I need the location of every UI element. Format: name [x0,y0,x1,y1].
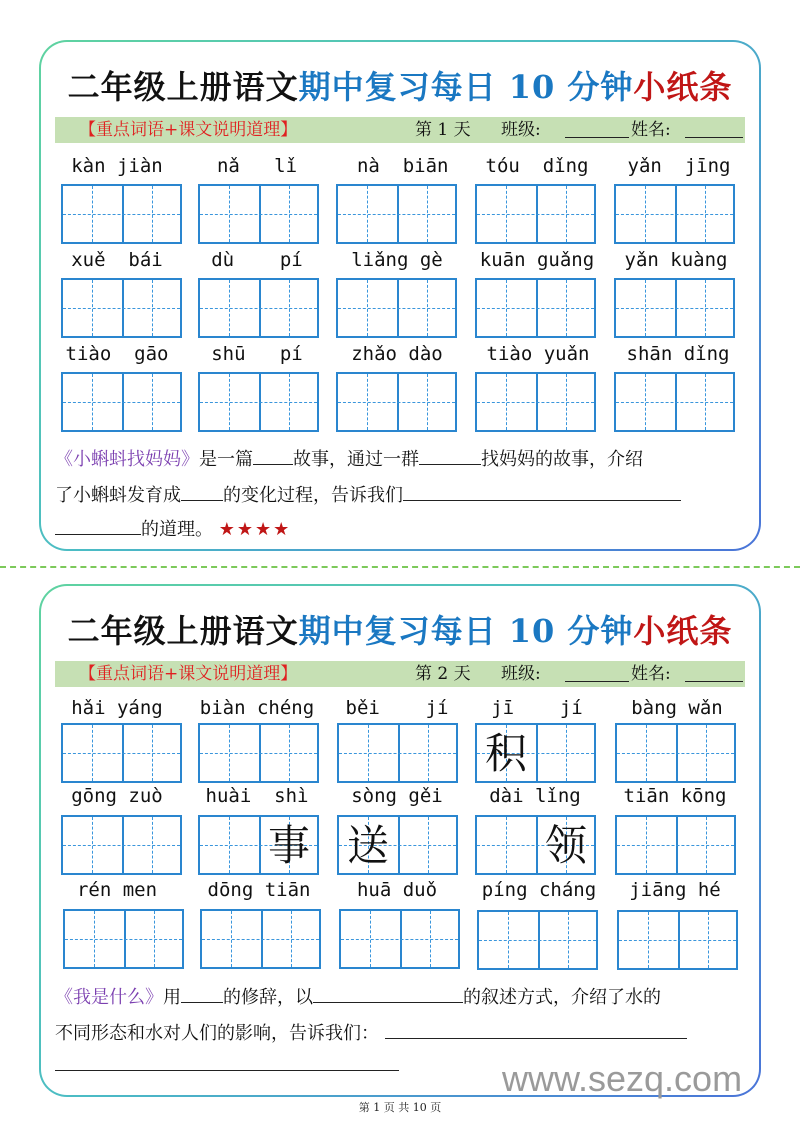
tianzige-writing-box[interactable]: 领 [475,815,596,875]
pinyin-label: rén men [76,879,158,901]
tianzige-writing-box[interactable] [477,910,598,970]
pinyin-label: shān dǐng [626,343,730,365]
tianzige-writing-box[interactable] [475,278,596,338]
lesson-title: 《小蝌蚪找妈妈》 [55,449,199,470]
pinyin-label: tiān kōng [623,785,727,807]
watermark: www.sezq.com [502,1058,743,1099]
fill-in-sentence-line-2: 了小蝌蚪发育成 的变化过程，告诉我们 [55,481,755,507]
name-field[interactable] [685,681,743,682]
day-label: 第 2 天 [415,664,471,684]
answer-blank[interactable] [181,482,223,501]
fill-in-sentence-line-1: 《我是什么》用 的修辞，以 的叙述方式，介绍了水的 [55,983,755,1009]
answer-blank[interactable] [419,446,481,465]
tianzige-writing-box[interactable] [337,723,458,783]
pinyin-label: sòng gěi [351,785,443,807]
tianzige-writing-box[interactable] [615,723,736,783]
class-field[interactable] [565,681,629,682]
tianzige-writing-box[interactable] [198,372,319,432]
answer-blank[interactable] [385,1020,687,1039]
worksheet-title: 二年级上册语文期中复习每日 10 分钟小纸条 [67,612,733,650]
answer-blank[interactable] [55,516,141,535]
tianzige-writing-box[interactable] [336,278,457,338]
name-field[interactable] [685,137,743,138]
tianzige-writing-box[interactable] [339,909,460,969]
pinyin-label: shū pí [211,343,303,365]
pinyin-label: huài shì [205,785,309,807]
worksheet-card-day-2 [39,584,761,1097]
pinyin-label: dōng tiān [207,879,311,901]
pinyin-label: zhǎo dào [351,343,443,365]
tianzige-writing-box[interactable] [336,184,457,244]
tianzige-writing-box[interactable] [614,372,735,432]
tianzige-writing-box[interactable] [198,278,319,338]
tianzige-writing-box[interactable] [614,278,735,338]
tianzige-writing-box[interactable]: 事 [198,815,319,875]
tianzige-writing-box[interactable] [61,184,182,244]
section-banner [55,661,745,687]
pinyin-label: kàn jiàn [71,155,163,177]
fill-in-sentence-line-2: 不同形态和水对人们的影响，告诉我们： [55,1019,755,1045]
pinyin-label: dù pí [211,249,303,271]
section-topic: 【重点词语+课文说明道理】 [79,664,298,684]
pinyin-label: huā duǒ [356,879,438,901]
tianzige-writing-box[interactable] [614,184,735,244]
tianzige-writing-box[interactable] [475,184,596,244]
pinyin-label: bàng wǎn [631,697,723,719]
pinyin-label: kuān guǎng [479,249,595,271]
class-label: 班级: [501,664,541,684]
tianzige-writing-box[interactable]: 送 [337,815,458,875]
pinyin-label: tóu dǐng [485,155,589,177]
answer-blank[interactable] [403,482,681,501]
cut-line-divider [0,566,800,568]
page-footer: 第 1 页 共 10 页 [358,1101,442,1114]
pinyin-label: běi jí [345,697,449,719]
day-label: 第 1 天 [415,120,471,140]
difficulty-stars: ★★★★ [218,519,292,540]
tianzige-writing-box[interactable] [61,372,182,432]
answer-blank[interactable] [313,984,463,1003]
fill-in-sentence-line-1: 《小蝌蚪找妈妈》是一篇 故事，通过一群 找妈妈的故事，介绍 [55,445,755,471]
fill-in-sentence-line-3: 的道理。 ★★★★ [55,515,755,541]
pinyin-label: xuě bái [71,249,163,271]
class-label: 班级: [501,120,541,140]
pinyin-label: dài lǐng [489,785,581,807]
tianzige-writing-box[interactable] [615,815,736,875]
pinyin-label: gōng zuò [71,785,163,807]
answer-blank[interactable] [253,446,293,465]
pinyin-label: píng cháng [481,879,597,901]
pinyin-label: tiào gāo [65,343,169,365]
tianzige-writing-box[interactable] [63,909,184,969]
tianzige-writing-box[interactable]: 积 [475,723,596,783]
tianzige-writing-box[interactable] [475,372,596,432]
tianzige-writing-box[interactable] [198,184,319,244]
lesson-title: 《我是什么》 [55,987,163,1008]
pinyin-label: nà biān [345,155,449,177]
name-label: 姓名: [631,120,671,140]
pinyin-label: tiào yuǎn [486,343,590,365]
tianzige-writing-box[interactable] [200,909,321,969]
pinyin-label: jī jí [491,697,583,719]
section-topic: 【重点词语+课文说明道理】 [79,120,298,140]
tianzige-writing-box[interactable] [336,372,457,432]
tianzige-writing-box[interactable] [61,723,182,783]
tianzige-writing-box[interactable] [617,910,738,970]
pinyin-label: nǎ lǐ [216,155,298,177]
tianzige-writing-box[interactable] [61,815,182,875]
worksheet-title: 二年级上册语文期中复习每日 10 分钟小纸条 [67,68,733,106]
worksheet-card-day-1 [39,40,761,551]
pinyin-label: yǎn jīng [627,155,731,177]
name-label: 姓名: [631,664,671,684]
section-banner [55,117,745,143]
answer-blank[interactable] [55,1052,399,1071]
pinyin-label: biàn chéng [199,697,315,719]
answer-blank[interactable] [181,984,223,1003]
pinyin-label: jiāng hé [629,879,721,901]
class-field[interactable] [565,137,629,138]
pinyin-label: hǎi yáng [71,697,163,719]
tianzige-writing-box[interactable] [61,278,182,338]
pinyin-label: yǎn kuàng [624,249,728,271]
pinyin-label: liǎng gè [351,249,443,271]
tianzige-writing-box[interactable] [198,723,319,783]
